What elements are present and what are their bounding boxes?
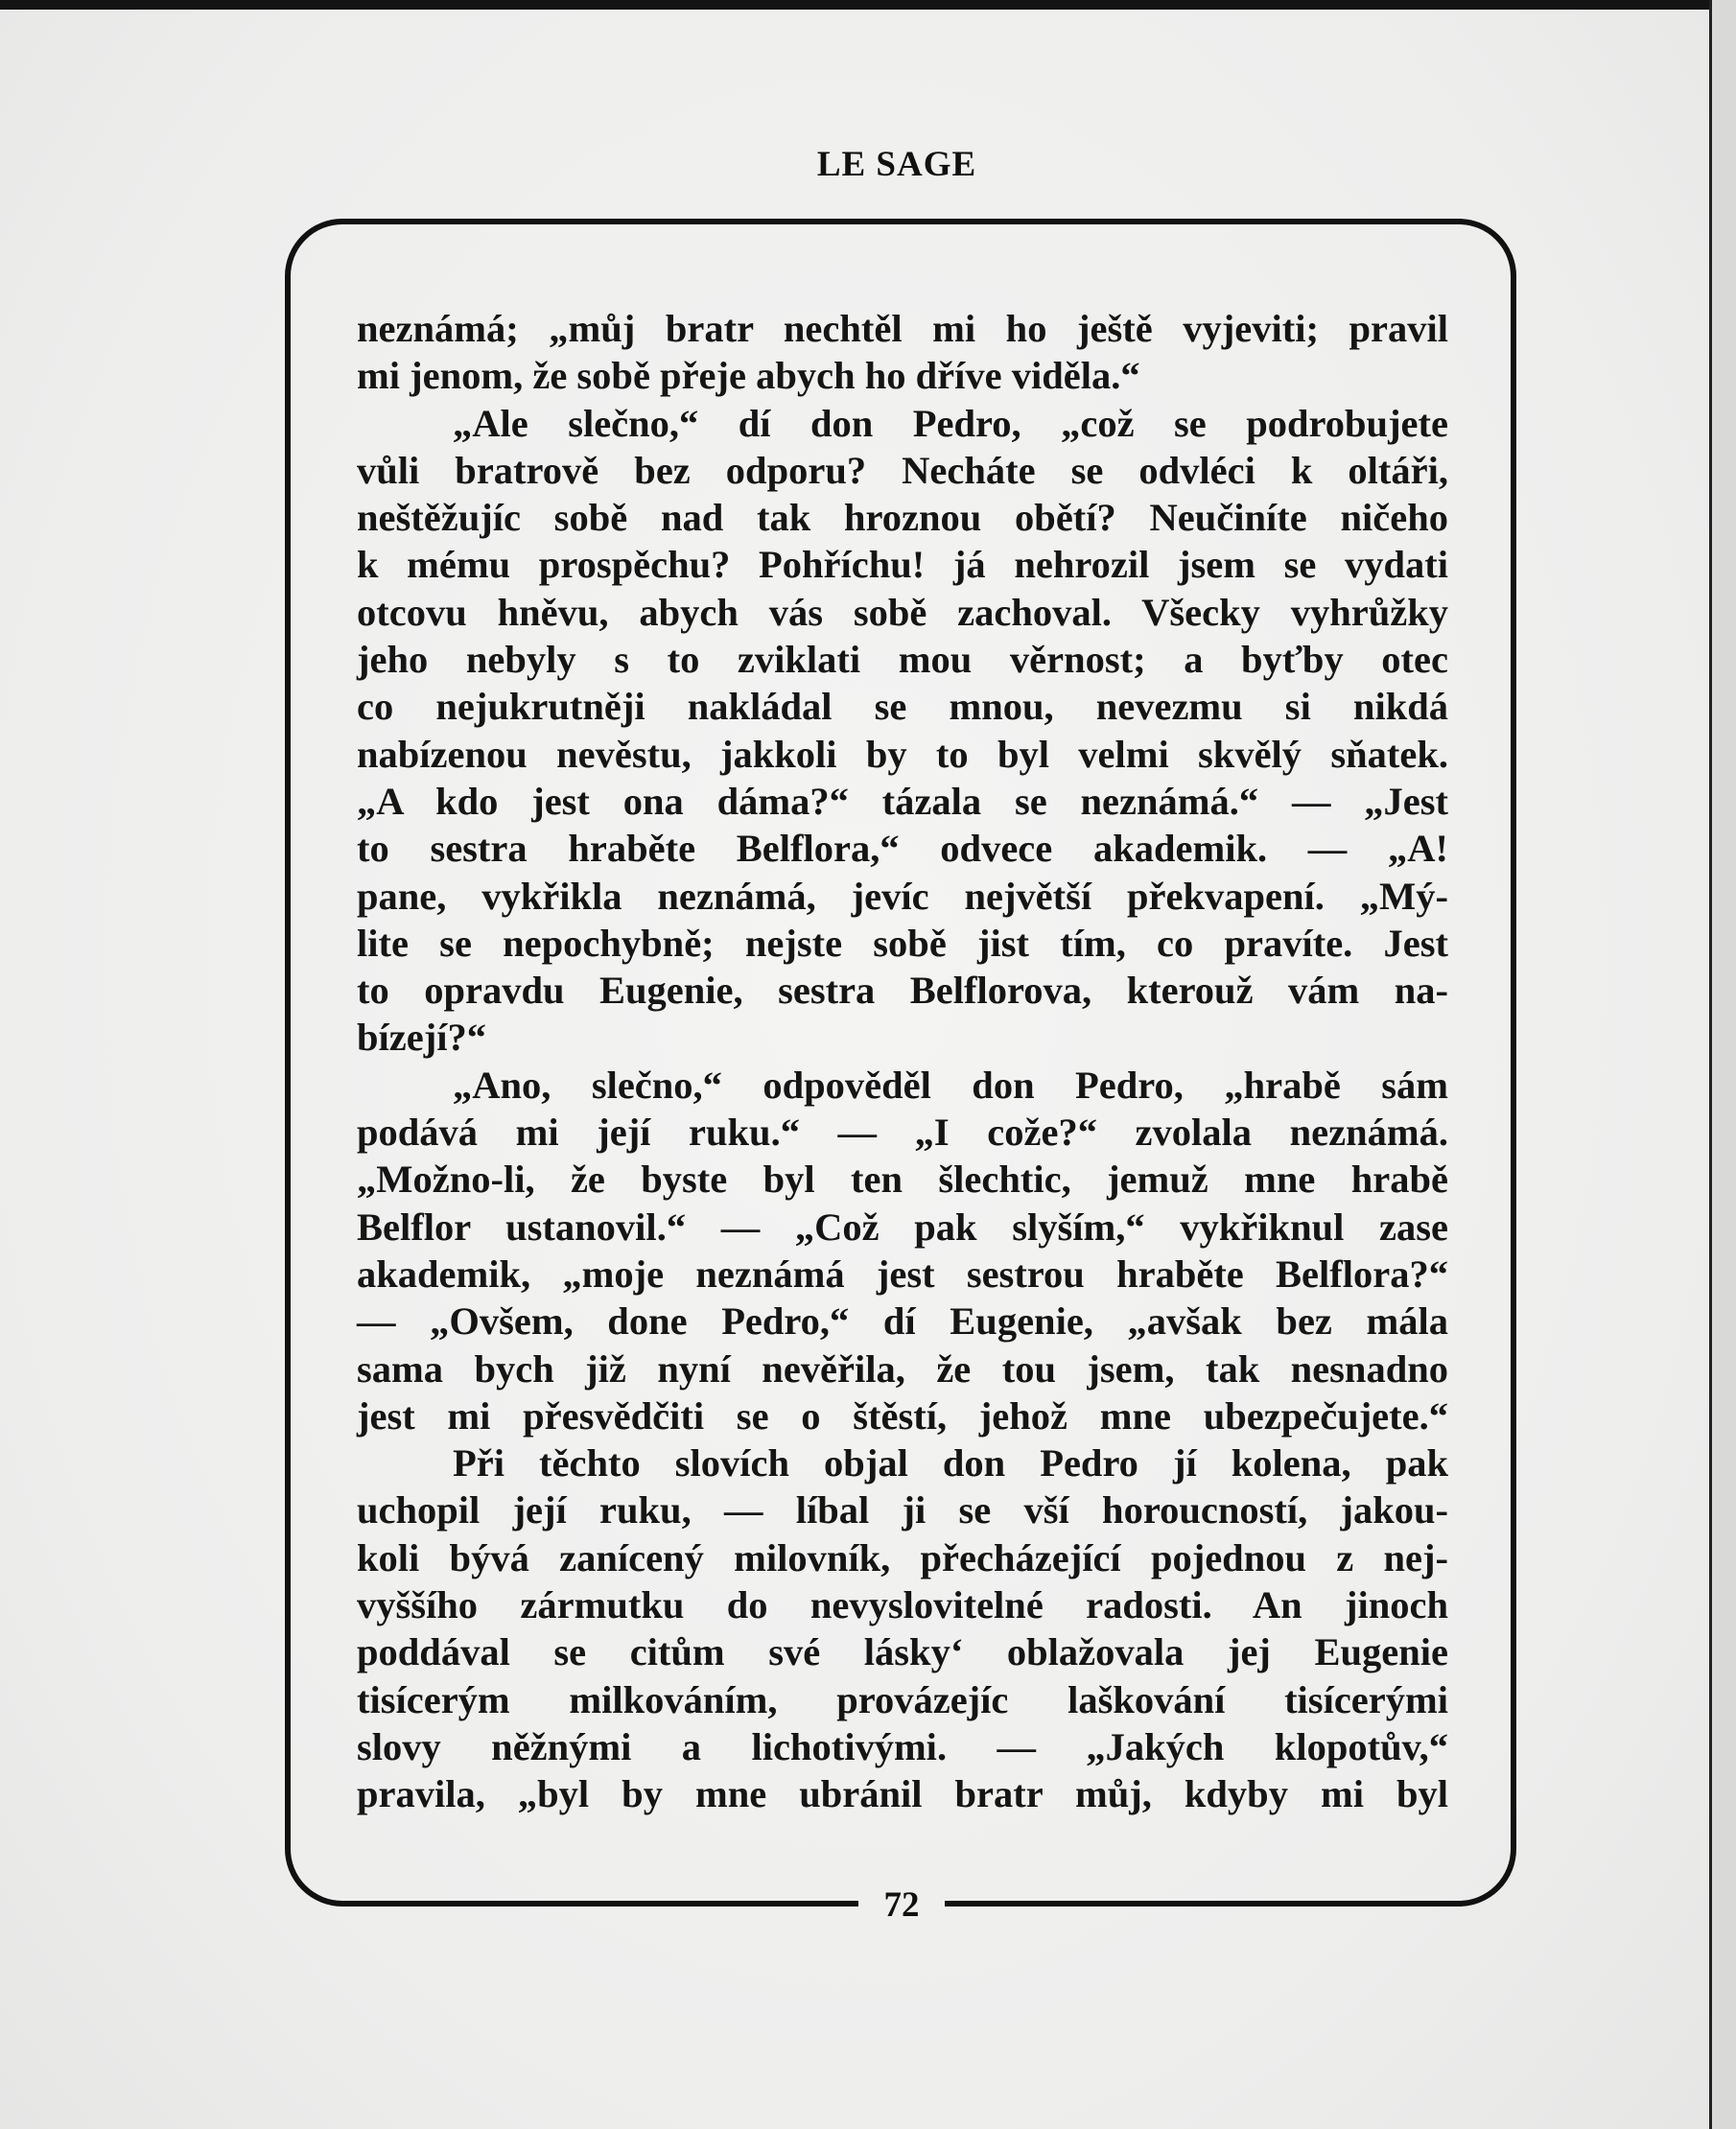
text-line: vůli bratrově bez odporu? Necháte se odvléci k oltáři,: [357, 448, 1448, 492]
text-line: pane, vykřikla neznámá, jevíc největší překvapení. „Mý-: [357, 874, 1448, 918]
text-line: Při těchto slovích objal don Pedro jí kolena, pak: [453, 1441, 1448, 1486]
text-line: akademik, „moje neznámá jest sestrou hraběte Belflora?“: [357, 1252, 1448, 1296]
text-line: poddával se citům své lásky‘ oblažovala jej Eugenie: [357, 1630, 1448, 1674]
text-line: slovy něžnými a lichotivými. — „Jakých klopotův,“: [357, 1724, 1448, 1768]
text-line: vyššího zármutku do nevyslovitelné radosti. An jinoch: [357, 1583, 1448, 1627]
text-line: jest mi přesvědčiti se o štěstí, jehož mne ubezpečujete.“: [357, 1393, 1448, 1438]
text-line: Belflor ustanovil.“ — „Což pak slyším,“ vykřiknul zase: [357, 1205, 1448, 1249]
text-line: lite se nepochybně; nejste sobě jist tím, co pravíte. Jest: [357, 921, 1448, 965]
text-line: „Ano, slečno,“ odpověděl don Pedro, „hrabě sám: [453, 1063, 1448, 1107]
text-line: tisícerým milkováním, provázejíc laškování tisícerými: [357, 1677, 1448, 1721]
text-line: nabízenou nevěstu, jakkoli by to byl velmi skvělý sňatek.: [357, 732, 1448, 776]
body-text: [357, 305, 1448, 1818]
text-line: to sestra hraběte Belflora,“ odvece akademik. — „A!: [357, 827, 1448, 871]
text-line: podává mi její ruku.“ — „I cože?“ zvolala neznámá.: [357, 1111, 1448, 1155]
text-line: — „Ovšem, done Pedro,“ dí Eugenie, „avšak bez mála: [357, 1299, 1448, 1344]
text-line: uchopil její ruku, — líbal ji se vší horoucností, jakou-: [357, 1488, 1448, 1532]
text-line: jeho nebyly s to zviklati mou věrnost; a byťby otec: [357, 638, 1448, 682]
text-line: co nejukrutněji nakládal se mnou, nevezmu si nikdá: [357, 685, 1448, 729]
text-line: „Možno-li, že byste byl ten šlechtic, jemuž mne hrabě: [357, 1158, 1448, 1202]
text-line: „A kdo jest ona dáma?“ tázala se neznámá.“ — „Jest: [357, 779, 1448, 823]
text-line: neštěžujíc sobě nad tak hroznou obětí? Neučiníte ničeho: [357, 496, 1448, 540]
text-line: otcovu hněvu, abych vás sobě zachoval. Všecky vyhrůžky: [357, 590, 1448, 634]
page-number: 72: [858, 1883, 945, 1929]
text-line: bízejí?“: [357, 1016, 486, 1060]
text-line: koli bývá zanícený milovník, přecházející pojednou z nej-: [357, 1535, 1448, 1579]
text-line: k mému prospěchu? Pohříchu! já nehrozil jsem se vydati: [357, 543, 1448, 587]
text-line: to opravdu Eugenie, sestra Belflorova, kterouž vám na-: [357, 969, 1448, 1013]
text-line: pravila, „byl by mne ubránil bratr můj, kdyby mi byl: [357, 1772, 1448, 1816]
text-line: „Ale slečno,“ dí don Pedro, „což se podrobujete: [453, 401, 1448, 445]
text-line: neznámá; „můj bratr nechtěl mi ho ještě vyjeviti; pravil: [357, 307, 1448, 350]
running-head: LE SAGE: [816, 145, 977, 184]
text-line: sama bych již nyní nevěřila, že tou jsem, tak nesnadno: [357, 1346, 1448, 1391]
page-edge-shadow: [1709, 0, 1736, 2129]
text-line: mi jenom, že sobě přeje abych ho dříve viděla.“: [357, 354, 1140, 398]
